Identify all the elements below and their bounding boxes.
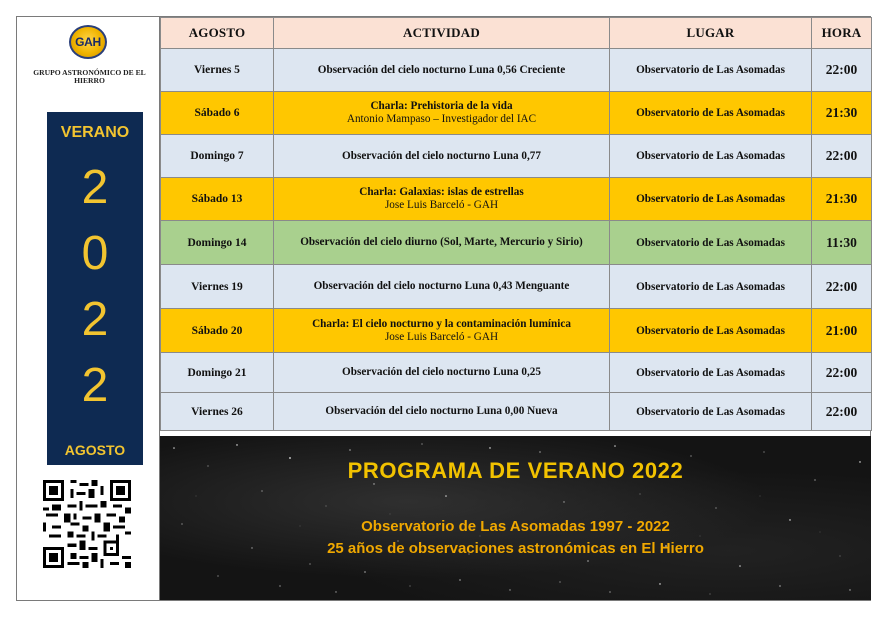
gah-logo-icon xyxy=(69,25,107,59)
observatory-line: Observatorio de Las Asomadas 1997 - 2022 xyxy=(361,518,670,535)
row-date: Domingo 14 xyxy=(161,221,274,265)
row-place: Observatorio de Las Asomadas xyxy=(610,178,812,221)
table-row xyxy=(161,92,872,135)
header-date: AGOSTO xyxy=(161,18,274,49)
row-activity xyxy=(274,353,610,393)
table-row xyxy=(161,393,872,431)
activity-speaker: Jose Luis Barceló - GAH xyxy=(384,199,499,211)
activity-title: Charla: Galaxias: islas de estrellas xyxy=(359,186,524,198)
row-time: 22:00 xyxy=(812,393,872,431)
activity-title: Charla: Prehistoria de la vida xyxy=(370,100,513,112)
header-place: LUGAR xyxy=(610,18,812,49)
left-panel xyxy=(17,17,160,600)
activity-title: Observación del cielo nocturno Luna 0,00 Nueva xyxy=(325,405,558,417)
program-title: PROGRAMA DE VERANO 2022 xyxy=(347,458,684,483)
table-row xyxy=(161,309,872,353)
row-place: Observatorio de Las Asomadas xyxy=(610,353,812,393)
year-digit-4: 2 xyxy=(81,359,109,412)
row-place: Observatorio de Las Asomadas xyxy=(610,221,812,265)
row-time: 22:00 xyxy=(812,49,872,92)
anniversary-line: 25 años de observaciones astronómicas en El Hierro xyxy=(327,540,704,557)
activity-title: Charla: El cielo nocturno y la contaminación lumínica xyxy=(312,317,571,330)
row-date: Domingo 21 xyxy=(161,353,274,393)
banner-season: VERANO xyxy=(60,124,130,141)
table-row xyxy=(161,353,872,393)
starfield-footer xyxy=(160,436,871,600)
season-banner xyxy=(47,112,143,465)
row-place: Observatorio de Las Asomadas xyxy=(610,49,812,92)
row-activity xyxy=(274,393,610,431)
group-name: GRUPO ASTRONÓMICO DE EL HIERRO xyxy=(33,68,146,85)
year-digit-2: 0 xyxy=(81,227,109,280)
row-time: 11:30 xyxy=(812,221,872,265)
activity-title: Observación del cielo nocturno Luna 0,25 xyxy=(342,366,541,378)
activity-title: Observación del cielo diurno (Sol, Marte, Mercurio y Sirio) xyxy=(300,236,583,248)
row-activity xyxy=(274,178,610,221)
row-place: Observatorio de Las Asomadas xyxy=(610,92,812,135)
activity-title: Observación del cielo nocturno Luna 0,77 xyxy=(342,149,541,162)
row-activity xyxy=(274,135,610,178)
row-date: Sábado 20 xyxy=(161,309,274,353)
row-time: 22:00 xyxy=(812,353,872,393)
table-row xyxy=(161,265,872,309)
row-date: Viernes 19 xyxy=(161,265,274,309)
schedule-table xyxy=(160,17,872,431)
activity-speaker: Antonio Mampaso – Investigador del IAC xyxy=(346,113,537,125)
activity-title: Observación del cielo nocturno Luna 0,56 Creciente xyxy=(317,63,566,76)
activity-speaker: Jose Luis Barceló - GAH xyxy=(384,330,499,343)
header-time: HORA xyxy=(812,18,872,49)
row-time: 22:00 xyxy=(812,265,872,309)
logo-text: GAH xyxy=(75,35,101,49)
table-row xyxy=(161,49,872,92)
logo-area xyxy=(17,21,160,85)
row-activity xyxy=(274,309,610,353)
qr-code-icon[interactable] xyxy=(43,480,131,568)
table-row xyxy=(161,221,872,265)
row-date: Viernes 26 xyxy=(161,393,274,431)
row-place: Observatorio de Las Asomadas xyxy=(610,135,812,178)
year-digit-3: 2 xyxy=(81,293,109,346)
row-activity xyxy=(274,92,610,135)
row-activity xyxy=(274,265,610,309)
header-activity: ACTIVIDAD xyxy=(274,18,610,49)
row-time: 21:30 xyxy=(812,92,872,135)
row-place: Observatorio de Las Asomadas xyxy=(610,309,812,353)
year-digit-1: 2 xyxy=(81,161,109,214)
table-header-row xyxy=(161,18,872,49)
row-place: Observatorio de Las Asomadas xyxy=(610,393,812,431)
row-time: 21:00 xyxy=(812,309,872,353)
table-row xyxy=(161,135,872,178)
row-date: Domingo 7 xyxy=(161,135,274,178)
row-activity xyxy=(274,49,610,92)
activity-title: Observación del cielo nocturno Luna 0,43 Menguante xyxy=(313,280,570,292)
row-activity xyxy=(274,221,610,265)
row-date: Sábado 6 xyxy=(161,92,274,135)
row-time: 21:30 xyxy=(812,178,872,221)
row-time: 22:00 xyxy=(812,135,872,178)
banner-month: AGOSTO xyxy=(64,442,126,458)
table-row xyxy=(161,178,872,221)
row-date: Sábado 13 xyxy=(161,178,274,221)
row-date: Viernes 5 xyxy=(161,49,274,92)
row-place: Observatorio de Las Asomadas xyxy=(610,265,812,309)
